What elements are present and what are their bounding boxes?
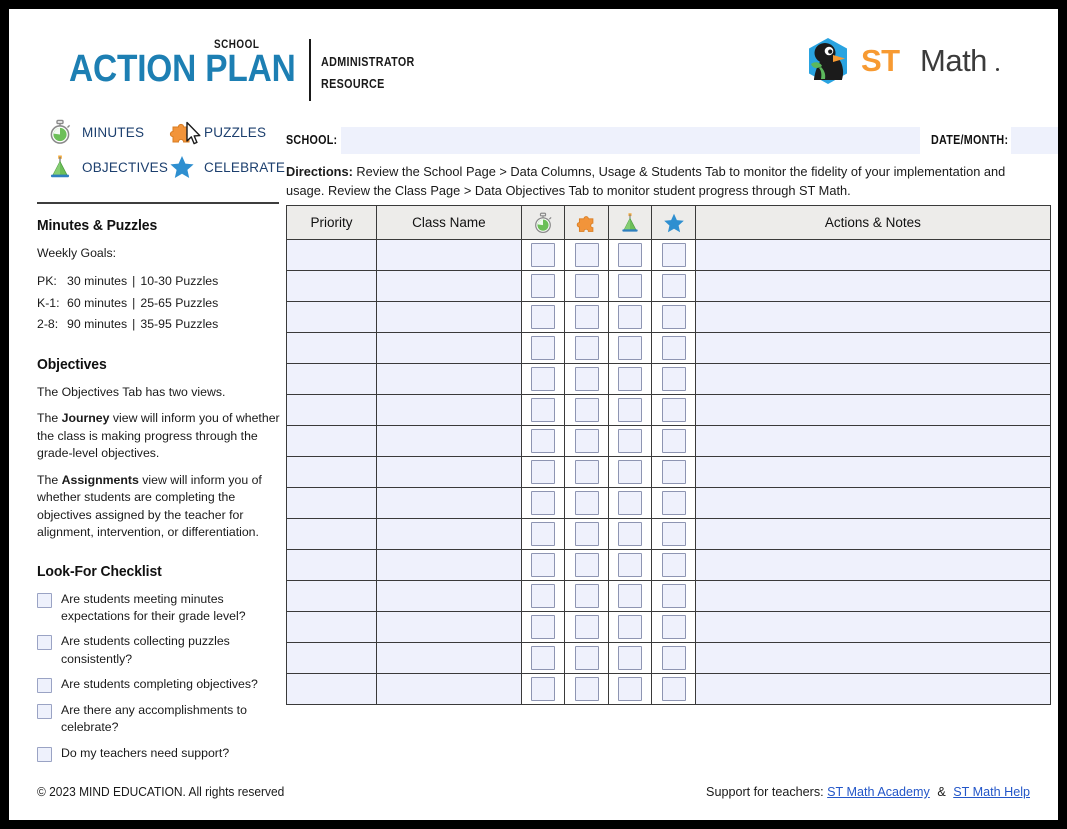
cell-minutes[interactable]	[521, 674, 565, 705]
objectives-p3-post: view will inform you of whether students are completing the objectives assigned by the teacher for alignment, intervention, or differentiation.	[37, 472, 262, 540]
checkbox-icon[interactable]	[662, 615, 686, 639]
table-row	[287, 488, 1051, 519]
checkbox-icon[interactable]	[531, 429, 555, 453]
cell-celebrate[interactable]	[652, 333, 696, 364]
objectives-flag-icon	[47, 154, 73, 180]
cell-objectives[interactable]	[608, 643, 652, 674]
star-icon	[169, 154, 195, 180]
cell-celebrate[interactable]	[652, 364, 696, 395]
checkbox-icon[interactable]	[662, 584, 686, 608]
cell-puzzles[interactable]	[565, 395, 609, 426]
stopwatch-icon	[532, 212, 554, 234]
form-fields	[286, 119, 1051, 153]
stopwatch-icon	[47, 119, 73, 145]
table-row	[287, 643, 1051, 674]
column-header-puzzles	[565, 206, 609, 240]
cell-minutes[interactable]	[521, 302, 565, 333]
cell-actions[interactable]	[695, 519, 1050, 550]
cell-actions[interactable]	[695, 395, 1050, 426]
checklist-item-label: Do my teachers need support?	[61, 745, 230, 760]
school-field-label: SCHOOL:	[286, 133, 338, 147]
cell-puzzles[interactable]	[565, 457, 609, 488]
cell-actions[interactable]	[695, 240, 1050, 271]
objectives-p3-pre: The	[37, 472, 62, 487]
checkbox-icon[interactable]	[662, 336, 686, 360]
table-row	[287, 302, 1051, 333]
column-header-minutes	[521, 206, 565, 240]
table-row	[287, 550, 1051, 581]
checklist-item-label: Are students collecting puzzles consistently?	[61, 634, 230, 666]
cell-class_name[interactable]	[377, 457, 522, 488]
cell-class_name[interactable]	[377, 612, 522, 643]
goal-puzzles: 25-65 Puzzles	[140, 295, 219, 310]
star-icon	[663, 212, 685, 234]
goal-minutes: 30 minutes	[67, 274, 128, 289]
cell-puzzles[interactable]	[565, 240, 609, 271]
weekly-goal-row	[37, 271, 282, 292]
cell-celebrate[interactable]	[652, 240, 696, 271]
objectives-paragraph-3	[37, 472, 282, 542]
checkbox-icon[interactable]	[575, 491, 599, 515]
checkbox-icon[interactable]	[618, 336, 642, 360]
table-row	[287, 674, 1051, 705]
cell-priority[interactable]	[287, 395, 377, 426]
cell-objectives[interactable]	[608, 364, 652, 395]
cell-puzzles[interactable]	[565, 674, 609, 705]
cell-minutes[interactable]	[521, 457, 565, 488]
checkbox-icon[interactable]	[662, 677, 686, 701]
cell-celebrate[interactable]	[652, 550, 696, 581]
objectives-p2-post: view will inform you of whether the class is making progress through the grade-level objectives.	[37, 411, 280, 461]
checklist-item[interactable]	[37, 676, 282, 693]
school-input[interactable]	[341, 127, 920, 154]
cell-minutes[interactable]	[521, 364, 565, 395]
date-month-input[interactable]	[1011, 127, 1058, 154]
checkbox-icon[interactable]	[662, 305, 686, 329]
table-row	[287, 364, 1051, 395]
checkbox-icon[interactable]	[662, 398, 686, 422]
page-footer	[9, 781, 1058, 811]
checkbox-icon[interactable]	[531, 460, 555, 484]
checkbox-icon[interactable]	[531, 584, 555, 608]
checkbox-icon[interactable]	[37, 678, 52, 693]
cell-class_name[interactable]	[377, 674, 522, 705]
look-for-checklist	[37, 591, 282, 763]
cell-minutes[interactable]	[521, 519, 565, 550]
cell-class_name[interactable]	[377, 333, 522, 364]
checklist-item[interactable]	[37, 745, 282, 762]
cell-minutes[interactable]	[521, 271, 565, 302]
cell-class_name[interactable]	[377, 395, 522, 426]
directions-body: Review the School Page > Data Columns, Usage & Students Tab to monitor the fidelity of your implementation and usage. Review the Class Page > Data Objectives Tab to monitor student progress through ST Math.	[286, 164, 1006, 198]
cell-priority[interactable]	[287, 240, 377, 271]
column-header-class-name: Class Name	[377, 206, 522, 240]
objectives-paragraph-2	[37, 410, 282, 462]
checkbox-icon[interactable]	[662, 243, 686, 267]
cell-celebrate[interactable]	[652, 488, 696, 519]
checkbox-icon[interactable]	[531, 615, 555, 639]
checkbox-icon[interactable]	[618, 522, 642, 546]
checkbox-icon[interactable]	[531, 305, 555, 329]
checkbox-icon[interactable]	[575, 429, 599, 453]
legend-label-objectives: OBJECTIVES	[82, 159, 169, 175]
sidebar-heading-checklist: Look-For Checklist	[37, 562, 162, 580]
checkbox-icon[interactable]	[531, 646, 555, 670]
checkbox-icon[interactable]	[575, 615, 599, 639]
st-math-logo	[804, 37, 1019, 85]
objectives-p2-pre: The	[37, 411, 62, 426]
cell-class_name[interactable]	[377, 240, 522, 271]
table-row	[287, 271, 1051, 302]
logo-text-math: Math	[920, 43, 987, 78]
checkbox-icon[interactable]	[618, 553, 642, 577]
cell-priority[interactable]	[287, 581, 377, 612]
table-header-row	[287, 206, 1051, 240]
cell-minutes[interactable]	[521, 581, 565, 612]
legend-label-puzzles: PUZZLES	[204, 124, 267, 140]
cell-celebrate[interactable]	[652, 612, 696, 643]
title-block	[69, 23, 489, 101]
cell-puzzles[interactable]	[565, 581, 609, 612]
cell-class_name[interactable]	[377, 364, 522, 395]
page-header	[9, 9, 1058, 109]
cell-puzzles[interactable]	[565, 612, 609, 643]
objectives-paragraph-1: The Objectives Tab has two views.	[37, 384, 226, 399]
column-header-priority: Priority	[287, 206, 377, 240]
checkbox-icon[interactable]	[37, 593, 52, 608]
cell-priority[interactable]	[287, 612, 377, 643]
cell-objectives[interactable]	[608, 612, 652, 643]
cell-objectives[interactable]	[608, 333, 652, 364]
weekly-goal-row	[37, 314, 282, 335]
cell-objectives[interactable]	[608, 674, 652, 705]
table-head	[287, 206, 1051, 240]
cell-class_name[interactable]	[377, 426, 522, 457]
objectives-p2-bold: Journey	[61, 411, 110, 426]
goal-separator: |	[132, 274, 136, 289]
directions-text	[286, 163, 1046, 200]
cell-actions[interactable]	[695, 581, 1050, 612]
cell-celebrate[interactable]	[652, 581, 696, 612]
checkbox-icon[interactable]	[662, 646, 686, 670]
checkbox-icon[interactable]	[575, 460, 599, 484]
legend-item-celebrate	[169, 154, 285, 180]
cell-puzzles[interactable]	[565, 550, 609, 581]
cell-priority[interactable]	[287, 643, 377, 674]
legend-item-minutes	[47, 119, 144, 145]
checkbox-icon[interactable]	[531, 553, 555, 577]
puzzle-piece-icon	[576, 212, 598, 234]
icon-legend	[39, 119, 284, 189]
cell-puzzles[interactable]	[565, 333, 609, 364]
puzzle-piece-icon	[169, 119, 195, 145]
cell-objectives[interactable]	[608, 271, 652, 302]
cell-celebrate[interactable]	[652, 302, 696, 333]
cell-class_name[interactable]	[377, 643, 522, 674]
objectives-flag-icon	[619, 212, 641, 234]
table-row	[287, 333, 1051, 364]
sidebar	[37, 202, 282, 770]
cell-priority[interactable]	[287, 488, 377, 519]
cell-minutes[interactable]	[521, 426, 565, 457]
column-header-actions-notes: Actions & Notes	[695, 206, 1050, 240]
cell-objectives[interactable]	[608, 240, 652, 271]
support-label: Support for teachers:	[706, 785, 824, 799]
checkbox-icon[interactable]	[662, 460, 686, 484]
table-row	[287, 457, 1051, 488]
cell-class_name[interactable]	[377, 271, 522, 302]
cell-objectives[interactable]	[608, 395, 652, 426]
checklist-item[interactable]	[37, 633, 282, 668]
checkbox-icon[interactable]	[575, 336, 599, 360]
checkbox-icon[interactable]	[531, 243, 555, 267]
cell-celebrate[interactable]	[652, 426, 696, 457]
cell-puzzles[interactable]	[565, 488, 609, 519]
cell-actions[interactable]	[695, 426, 1050, 457]
checkbox-icon[interactable]	[575, 553, 599, 577]
checkbox-icon[interactable]	[575, 646, 599, 670]
legend-item-puzzles	[169, 119, 266, 145]
checkbox-icon[interactable]	[575, 522, 599, 546]
cell-class_name[interactable]	[377, 519, 522, 550]
checkbox-icon[interactable]	[575, 367, 599, 391]
checkbox-icon[interactable]	[618, 274, 642, 298]
checkbox-icon[interactable]	[662, 491, 686, 515]
weekly-goals-list	[37, 271, 282, 334]
action-plan-page	[9, 9, 1058, 820]
sidebar-top-rule	[37, 202, 279, 204]
cell-objectives[interactable]	[608, 426, 652, 457]
header-divider	[309, 39, 311, 101]
header-subtitle-line2: RESOURCE	[321, 77, 385, 91]
checklist-item-label: Are students meeting minutes expectations for their grade level?	[61, 591, 246, 623]
cell-celebrate[interactable]	[652, 519, 696, 550]
checkbox-icon[interactable]	[37, 704, 52, 719]
cell-puzzles[interactable]	[565, 302, 609, 333]
cell-puzzles[interactable]	[565, 519, 609, 550]
checkbox-icon[interactable]	[575, 274, 599, 298]
cell-priority[interactable]	[287, 333, 377, 364]
weekly-goal-row	[37, 293, 282, 314]
directions-label: Directions:	[286, 164, 353, 179]
cell-celebrate[interactable]	[652, 395, 696, 426]
cell-class_name[interactable]	[377, 550, 522, 581]
right-panel	[286, 119, 1051, 198]
goal-separator: |	[132, 295, 136, 310]
cell-priority[interactable]	[287, 550, 377, 581]
cell-actions[interactable]	[695, 333, 1050, 364]
goal-puzzles: 35-95 Puzzles	[140, 316, 219, 331]
checkbox-icon[interactable]	[618, 491, 642, 515]
cell-priority[interactable]	[287, 271, 377, 302]
cell-objectives[interactable]	[608, 550, 652, 581]
cell-puzzles[interactable]	[565, 271, 609, 302]
checkbox-icon[interactable]	[531, 491, 555, 515]
cell-objectives[interactable]	[608, 302, 652, 333]
weekly-goals-label: Weekly Goals:	[37, 246, 117, 260]
cell-minutes[interactable]	[521, 643, 565, 674]
legend-label-celebrate: CELEBRATE	[204, 159, 286, 175]
cell-class_name[interactable]	[377, 581, 522, 612]
checklist-item-label: Are there any accomplishments to celebrate?	[61, 702, 247, 735]
cell-celebrate[interactable]	[652, 674, 696, 705]
checkbox-icon[interactable]	[531, 336, 555, 360]
table-row	[287, 612, 1051, 643]
legend-item-objectives	[47, 154, 168, 180]
checkbox-icon[interactable]	[531, 522, 555, 546]
goal-grade: K-1:	[37, 295, 60, 310]
cell-actions[interactable]	[695, 364, 1050, 395]
cell-objectives[interactable]	[608, 519, 652, 550]
goal-puzzles: 10-30 Puzzles	[140, 274, 219, 289]
checkbox-icon[interactable]	[662, 553, 686, 577]
cell-celebrate[interactable]	[652, 271, 696, 302]
cell-celebrate[interactable]	[652, 643, 696, 674]
cell-priority[interactable]	[287, 519, 377, 550]
support-links	[706, 785, 1030, 799]
cell-minutes[interactable]	[521, 488, 565, 519]
cell-objectives[interactable]	[608, 581, 652, 612]
checkbox-icon[interactable]	[531, 398, 555, 422]
legend-label-minutes: MINUTES	[82, 124, 145, 140]
table-row	[287, 240, 1051, 271]
cell-actions[interactable]	[695, 643, 1050, 674]
logo-text-st: ST	[861, 43, 900, 78]
checkbox-icon[interactable]	[575, 677, 599, 701]
objectives-p3-bold: Assignments	[61, 472, 139, 487]
cell-minutes[interactable]	[521, 612, 565, 643]
goal-grade: PK:	[37, 274, 57, 289]
checkbox-icon[interactable]	[531, 274, 555, 298]
cell-actions[interactable]	[695, 302, 1050, 333]
checkbox-icon[interactable]	[618, 460, 642, 484]
header-subtitle-line1: ADMINISTRATOR	[321, 55, 415, 69]
cell-objectives[interactable]	[608, 488, 652, 519]
checkbox-icon[interactable]	[575, 305, 599, 329]
checkbox-icon[interactable]	[618, 243, 642, 267]
checkbox-icon[interactable]	[662, 522, 686, 546]
checkbox-icon[interactable]	[662, 367, 686, 391]
column-header-objectives	[608, 206, 652, 240]
goal-separator: |	[132, 316, 136, 331]
checkbox-icon[interactable]	[37, 635, 52, 650]
page-title: ACTION PLAN	[69, 48, 296, 90]
table-row	[287, 426, 1051, 457]
checkbox-icon[interactable]	[37, 747, 52, 762]
cell-puzzles[interactable]	[565, 426, 609, 457]
cell-actions[interactable]	[695, 550, 1050, 581]
checkbox-icon[interactable]	[618, 646, 642, 670]
checkbox-icon[interactable]	[575, 243, 599, 267]
cell-actions[interactable]	[695, 674, 1050, 705]
checkbox-icon[interactable]	[662, 274, 686, 298]
checkbox-icon[interactable]	[575, 584, 599, 608]
cell-class_name[interactable]	[377, 302, 522, 333]
cell-priority[interactable]	[287, 364, 377, 395]
cell-minutes[interactable]	[521, 550, 565, 581]
checkbox-icon[interactable]	[618, 677, 642, 701]
checkbox-icon[interactable]	[618, 367, 642, 391]
cell-actions[interactable]	[695, 488, 1050, 519]
cell-class_name[interactable]	[377, 488, 522, 519]
checkbox-icon[interactable]	[618, 429, 642, 453]
cell-actions[interactable]	[695, 271, 1050, 302]
column-header-celebrate	[652, 206, 696, 240]
cell-priority[interactable]	[287, 302, 377, 333]
cell-priority[interactable]	[287, 426, 377, 457]
cell-celebrate[interactable]	[652, 457, 696, 488]
action-plan-table-wrapper	[286, 205, 1051, 705]
cell-objectives[interactable]	[608, 457, 652, 488]
checkbox-icon[interactable]	[618, 584, 642, 608]
checkbox-icon[interactable]	[531, 677, 555, 701]
cell-puzzles[interactable]	[565, 364, 609, 395]
cell-minutes[interactable]	[521, 395, 565, 426]
cell-actions[interactable]	[695, 457, 1050, 488]
checkbox-icon[interactable]	[575, 398, 599, 422]
table-row	[287, 581, 1051, 612]
sidebar-heading-minutes-puzzles: Minutes & Puzzles	[37, 217, 158, 234]
st-math-help-link[interactable]: ST Math Help	[953, 785, 1030, 799]
support-ampersand: &	[937, 785, 946, 799]
jiji-penguin-icon	[804, 37, 852, 85]
table-body	[287, 240, 1051, 705]
header-kicker: SCHOOL	[214, 39, 260, 51]
checkbox-icon[interactable]	[618, 615, 642, 639]
table-row	[287, 519, 1051, 550]
sidebar-heading-objectives: Objectives	[37, 355, 107, 373]
goal-minutes: 60 minutes	[67, 295, 128, 310]
goal-minutes: 90 minutes	[67, 316, 128, 331]
cell-priority[interactable]	[287, 674, 377, 705]
checklist-item-label: Are students completing objectives?	[61, 677, 258, 692]
cell-puzzles[interactable]	[565, 643, 609, 674]
logo-trademark-dot	[996, 68, 999, 71]
copyright-text: © 2023 MIND EDUCATION. All rights reserved	[37, 785, 285, 799]
cell-actions[interactable]	[695, 612, 1050, 643]
checklist-item[interactable]	[37, 702, 282, 737]
checkbox-icon[interactable]	[531, 367, 555, 391]
action-plan-table	[286, 205, 1051, 705]
date-field-label: DATE/MONTH:	[931, 133, 1009, 147]
goal-grade: 2-8:	[37, 316, 59, 331]
table-row	[287, 395, 1051, 426]
checkbox-icon[interactable]	[618, 398, 642, 422]
cell-minutes[interactable]	[521, 240, 565, 271]
checkbox-icon[interactable]	[662, 429, 686, 453]
checkbox-icon[interactable]	[618, 305, 642, 329]
st-math-academy-link[interactable]: ST Math Academy	[827, 785, 930, 799]
checklist-item[interactable]	[37, 591, 282, 626]
cell-minutes[interactable]	[521, 333, 565, 364]
cell-priority[interactable]	[287, 457, 377, 488]
